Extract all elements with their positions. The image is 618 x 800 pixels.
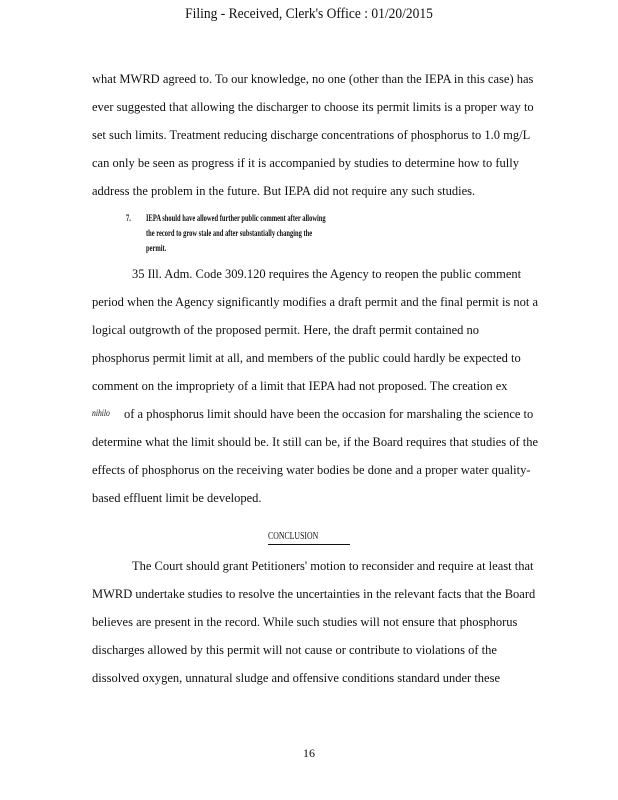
paragraph-2-line-8: effects of phosphorus on the receiving water bodies be done and a proper water quality-	[92, 463, 531, 477]
page-number: 16	[303, 746, 315, 760]
paragraph-2-line-6: of a phosphorus limit should have been the occasion for marshaling the science to	[124, 407, 534, 421]
paragraph-3-line-4: discharges allowed by this permit will not cause or contribute to violations of the	[92, 643, 497, 657]
paragraph-3-line-1: The Court should grant Petitioners' motion to reconsider and require at least that	[132, 559, 534, 573]
section-heading-line-2: the record to grow stale and after substantially changing the	[146, 228, 313, 238]
conclusion-underline	[268, 544, 350, 545]
paragraph-2-line-7: determine what the limit should be. It still can be, if the Board requires that studies of the	[92, 435, 539, 449]
paragraph-1-line-4: can only be seen as progress if it is accompanied by studies to determine how to fully	[92, 156, 519, 170]
paragraph-1-line-3: set such limits. Treatment reducing discharge concentrations of phosphorus to 1.0 mg/L	[92, 128, 531, 142]
nihilo-text: nihilo	[92, 408, 110, 418]
paragraph-2-line-1: 35 Ill. Adm. Code 309.120 requires the Agency to reopen the public comment	[132, 267, 522, 281]
paragraph-1-line-2: ever suggested that allowing the discharger to choose its permit limits is a proper way to	[92, 100, 534, 114]
paragraph-2-line-3: logical outgrowth of the proposed permit. Here, the draft permit contained no	[92, 323, 480, 337]
paragraph-2-line-4: phosphorus permit limit at all, and members of the public could hardly be expected to	[92, 351, 521, 365]
section-number: 7.	[126, 213, 131, 223]
paragraph-3-line-5: dissolved oxygen, unnatural sludge and offensive conditions standard under these	[92, 671, 501, 685]
paragraph-1-line-5: address the problem in the future. But IEPA did not require any such studies.	[92, 184, 476, 198]
paragraph-2-line-9: based effluent limit be developed.	[92, 491, 262, 505]
paragraph-3-line-3: believes are present in the record. While such studies will not ensure that phosphorus	[92, 615, 518, 629]
section-heading-line-3: permit.	[146, 243, 167, 253]
paragraph-3-line-2: MWRD undertake studies to resolve the uncertainties in the relevant facts that the Board	[92, 587, 536, 601]
paragraph-2-line-2: period when the Agency significantly modifies a draft permit and the final permit is not a	[92, 295, 539, 309]
section-heading-line-1: IEPA should have allowed further public comment after allowing	[146, 213, 326, 223]
filing-header: Filing - Received, Clerk's Office : 01/20/2015	[185, 6, 433, 22]
paragraph-2-line-5: comment on the impropriety of a limit that IEPA had not proposed. The creation ex	[92, 379, 508, 393]
conclusion-heading: CONCLUSION	[268, 531, 319, 542]
paragraph-1-line-1: what MWRD agreed to. To our knowledge, no one (other than the IEPA in this case) has	[92, 72, 534, 86]
